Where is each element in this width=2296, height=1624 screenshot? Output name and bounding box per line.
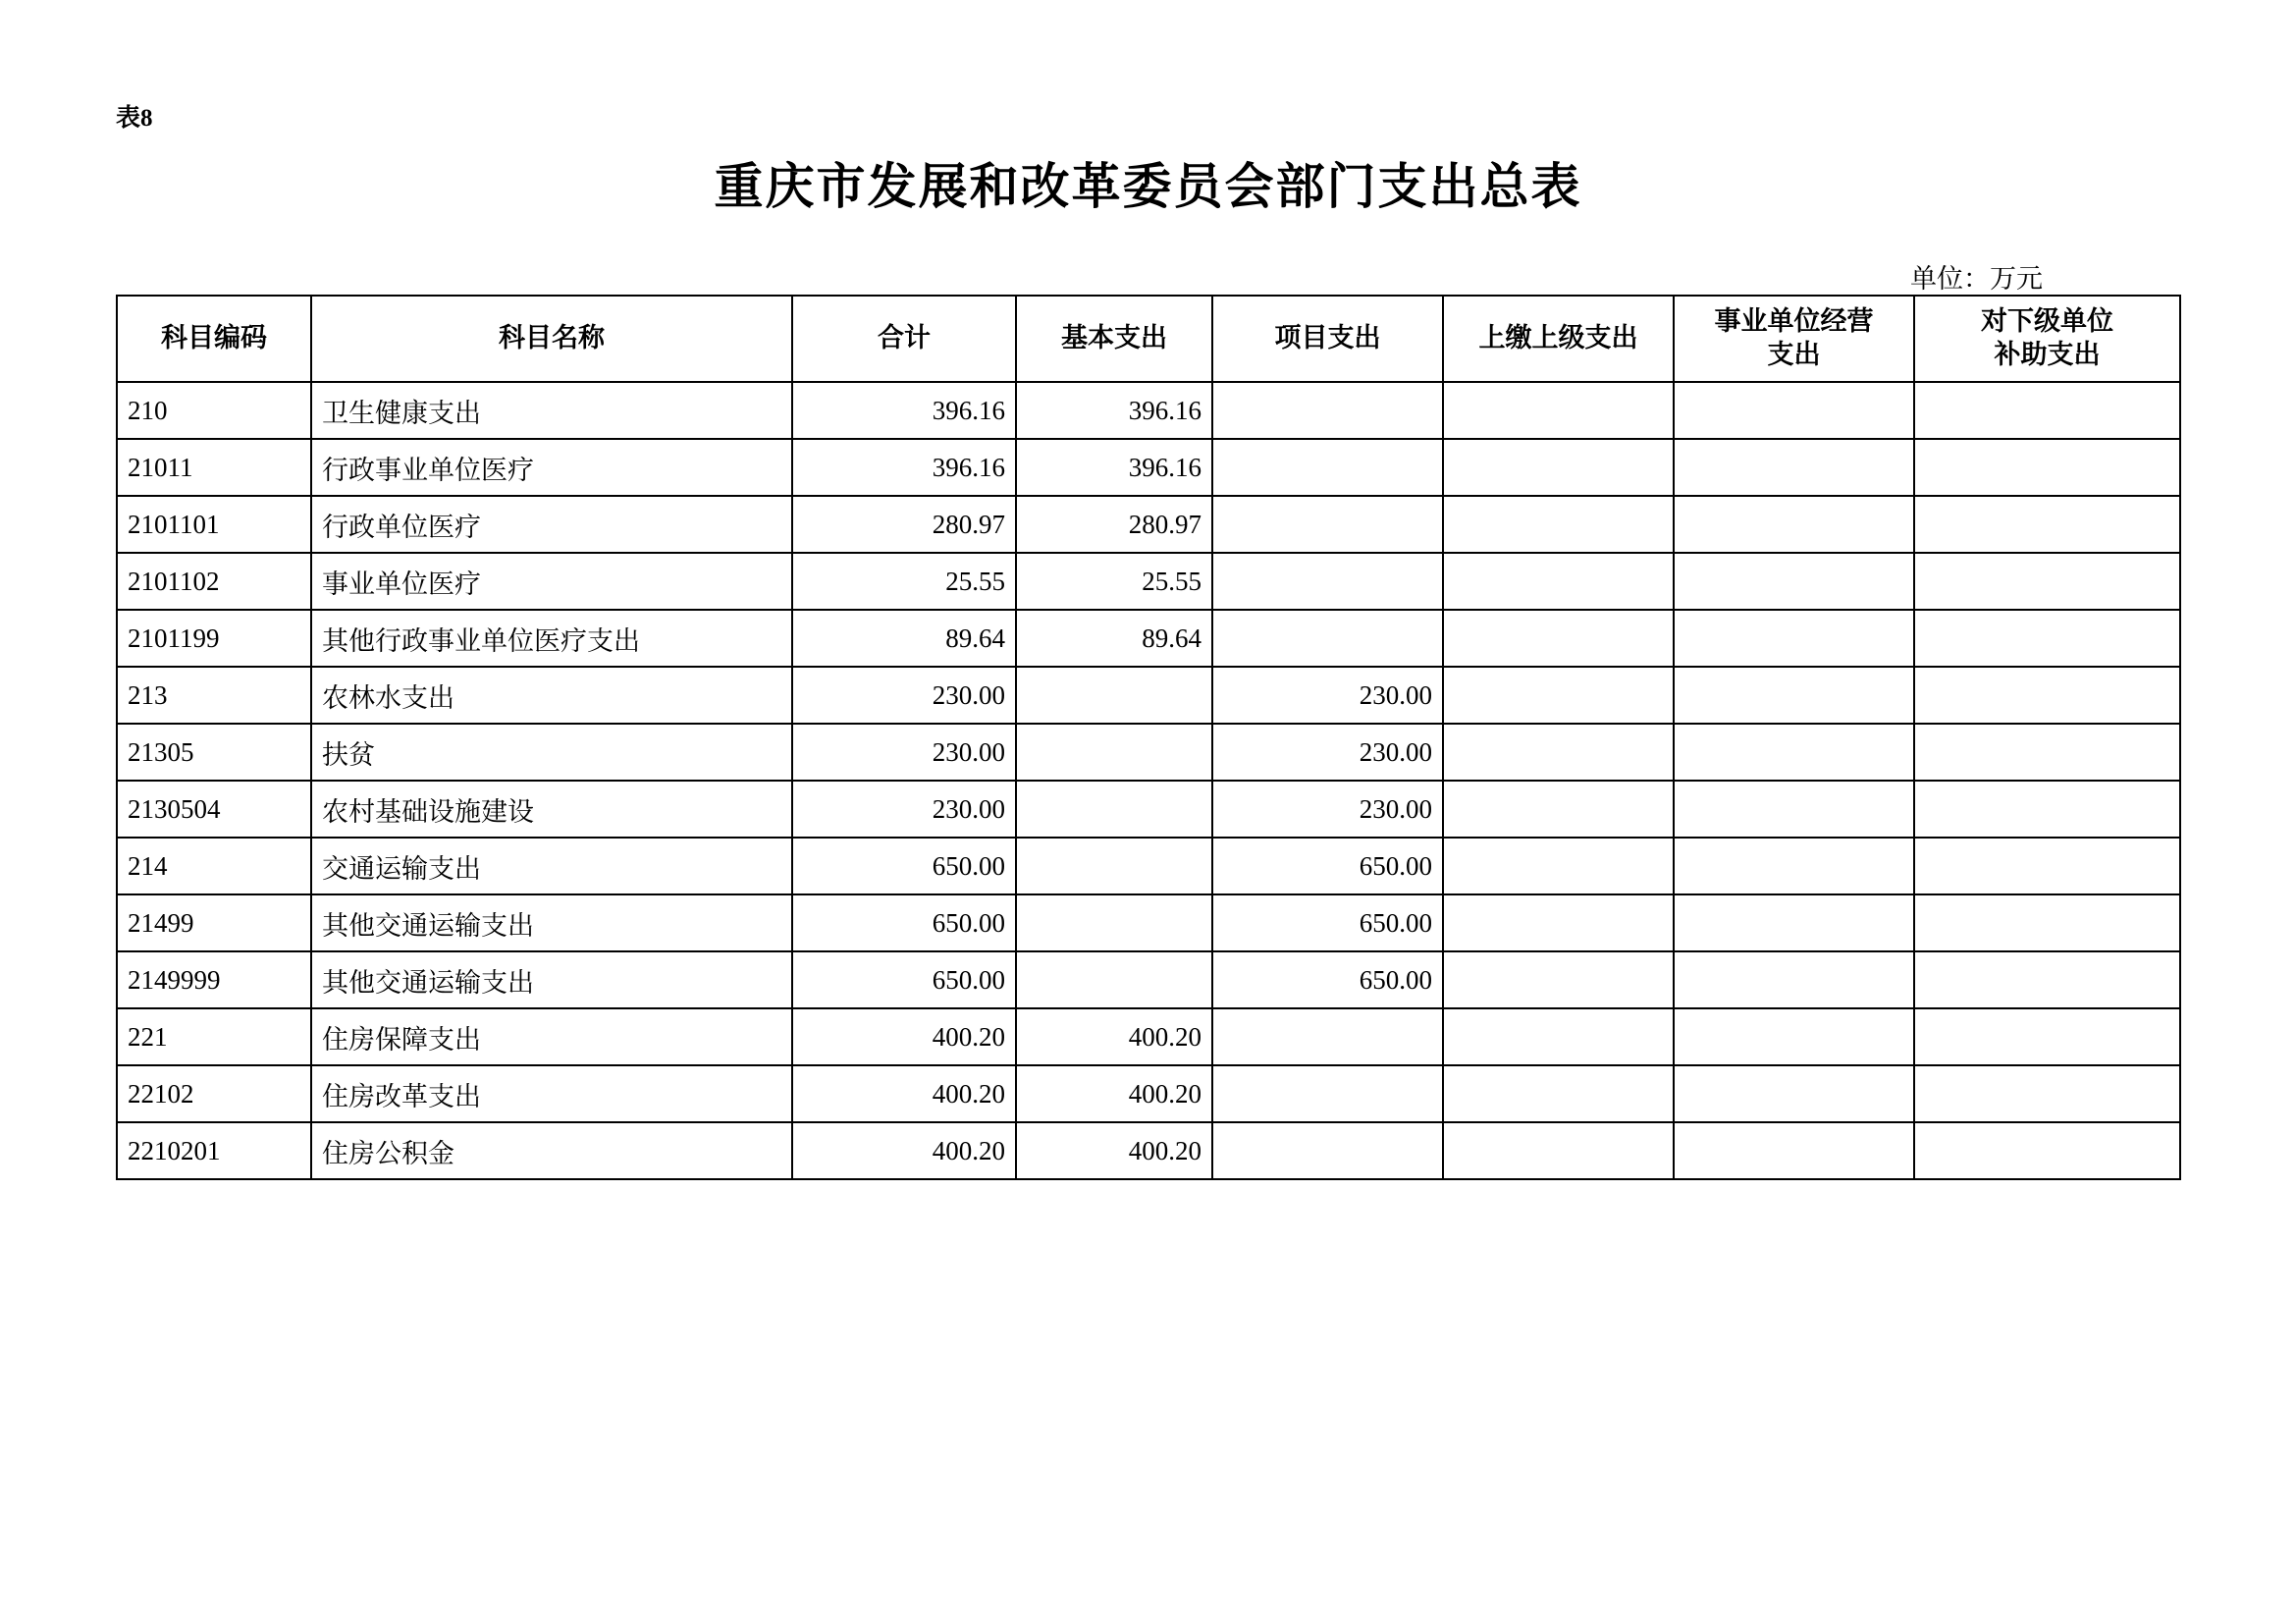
cell-project-expenditure: 230.00 xyxy=(1212,781,1443,838)
cell-subject-code: 2101102 xyxy=(117,553,311,610)
budget-table-wrapper xyxy=(116,295,2179,1180)
cell-upper-level-payment xyxy=(1443,1122,1674,1179)
cell-subject-name: 农林水支出 xyxy=(311,667,792,724)
subsidy-header-line1: 对下级单位 xyxy=(1981,306,2113,337)
cell-total: 400.20 xyxy=(792,1122,1016,1179)
cell-total: 230.00 xyxy=(792,724,1016,781)
page-title: 重庆市发展和改革委员会部门支出总表 xyxy=(714,159,1582,214)
cell-subject-name: 农村基础设施建设 xyxy=(311,781,792,838)
cell-subject-code: 21011 xyxy=(117,439,311,496)
cell-subsidy-expenditure xyxy=(1914,724,2180,781)
cell-project-expenditure: 230.00 xyxy=(1212,724,1443,781)
cell-operating-expenditure xyxy=(1674,382,1914,439)
table-row xyxy=(117,610,2180,667)
cell-operating-expenditure xyxy=(1674,1122,1914,1179)
table-row xyxy=(117,1065,2180,1122)
cell-subsidy-expenditure xyxy=(1914,1122,2180,1179)
cell-subject-name: 卫生健康支出 xyxy=(311,382,792,439)
cell-subject-code: 2210201 xyxy=(117,1122,311,1179)
cell-upper-level-payment xyxy=(1443,781,1674,838)
cell-basic-expenditure: 400.20 xyxy=(1016,1122,1212,1179)
cell-subsidy-expenditure xyxy=(1914,894,2180,951)
cell-subsidy-expenditure xyxy=(1914,610,2180,667)
table-row xyxy=(117,1008,2180,1065)
cell-subject-name: 行政事业单位医疗 xyxy=(311,439,792,496)
cell-project-expenditure xyxy=(1212,610,1443,667)
subsidy-header-line2: 补助支出 xyxy=(1994,340,2101,369)
cell-subject-code: 2101101 xyxy=(117,496,311,553)
cell-total: 650.00 xyxy=(792,951,1016,1008)
cell-operating-expenditure xyxy=(1674,1065,1914,1122)
cell-basic-expenditure xyxy=(1016,724,1212,781)
cell-subject-name: 住房保障支出 xyxy=(311,1008,792,1065)
cell-operating-expenditure xyxy=(1674,667,1914,724)
table-body xyxy=(117,382,2180,1179)
cell-total: 396.16 xyxy=(792,382,1016,439)
column-header-basic-expenditure: 基本支出 xyxy=(1016,296,1212,382)
cell-upper-level-payment xyxy=(1443,1008,1674,1065)
cell-total: 89.64 xyxy=(792,610,1016,667)
cell-project-expenditure xyxy=(1212,382,1443,439)
cell-basic-expenditure xyxy=(1016,838,1212,894)
cell-basic-expenditure xyxy=(1016,781,1212,838)
cell-project-expenditure: 230.00 xyxy=(1212,667,1443,724)
table-row xyxy=(117,496,2180,553)
cell-upper-level-payment xyxy=(1443,553,1674,610)
cell-operating-expenditure xyxy=(1674,951,1914,1008)
cell-basic-expenditure: 400.20 xyxy=(1016,1065,1212,1122)
cell-subsidy-expenditure xyxy=(1914,553,2180,610)
unit-note: 单位：万元 xyxy=(1910,264,2043,294)
table-row xyxy=(117,724,2180,781)
cell-subject-code: 213 xyxy=(117,667,311,724)
cell-total: 230.00 xyxy=(792,781,1016,838)
cell-project-expenditure xyxy=(1212,439,1443,496)
cell-basic-expenditure: 396.16 xyxy=(1016,439,1212,496)
cell-project-expenditure: 650.00 xyxy=(1212,838,1443,894)
cell-basic-expenditure: 400.20 xyxy=(1016,1008,1212,1065)
cell-subject-name: 住房改革支出 xyxy=(311,1065,792,1122)
cell-subsidy-expenditure xyxy=(1914,382,2180,439)
table-row xyxy=(117,951,2180,1008)
cell-basic-expenditure xyxy=(1016,951,1212,1008)
cell-operating-expenditure xyxy=(1674,553,1914,610)
cell-subject-code: 2149999 xyxy=(117,951,311,1008)
cell-subject-code: 2101199 xyxy=(117,610,311,667)
cell-project-expenditure xyxy=(1212,553,1443,610)
cell-project-expenditure xyxy=(1212,496,1443,553)
cell-operating-expenditure xyxy=(1674,838,1914,894)
cell-subject-name: 其他交通运输支出 xyxy=(311,894,792,951)
cell-upper-level-payment xyxy=(1443,667,1674,724)
cell-subsidy-expenditure xyxy=(1914,838,2180,894)
cell-project-expenditure xyxy=(1212,1008,1443,1065)
cell-subsidy-expenditure xyxy=(1914,951,2180,1008)
cell-subject-name: 其他交通运输支出 xyxy=(311,951,792,1008)
cell-total: 400.20 xyxy=(792,1065,1016,1122)
cell-upper-level-payment xyxy=(1443,610,1674,667)
cell-subject-code: 21499 xyxy=(117,894,311,951)
cell-subject-name: 扶贫 xyxy=(311,724,792,781)
cell-operating-expenditure xyxy=(1674,781,1914,838)
cell-subsidy-expenditure xyxy=(1914,781,2180,838)
operating-header-line1: 事业单位经营 xyxy=(1714,306,1874,337)
cell-basic-expenditure xyxy=(1016,894,1212,951)
column-header-code: 科目编码 xyxy=(117,296,311,382)
operating-header-line2: 支出 xyxy=(1767,340,1821,369)
cell-subsidy-expenditure xyxy=(1914,496,2180,553)
cell-upper-level-payment xyxy=(1443,951,1674,1008)
cell-upper-level-payment xyxy=(1443,838,1674,894)
column-header-total: 合计 xyxy=(792,296,1016,382)
cell-basic-expenditure: 25.55 xyxy=(1016,553,1212,610)
cell-subsidy-expenditure xyxy=(1914,667,2180,724)
table-row xyxy=(117,553,2180,610)
cell-upper-level-payment xyxy=(1443,894,1674,951)
table-header-row xyxy=(117,296,2180,382)
cell-basic-expenditure: 89.64 xyxy=(1016,610,1212,667)
cell-subject-name: 其他行政事业单位医疗支出 xyxy=(311,610,792,667)
cell-operating-expenditure xyxy=(1674,439,1914,496)
cell-subject-code: 21305 xyxy=(117,724,311,781)
table-row xyxy=(117,838,2180,894)
column-header-operating-expenditure xyxy=(1674,296,1914,382)
table-row xyxy=(117,781,2180,838)
table-header xyxy=(117,296,2180,382)
cell-subject-code: 214 xyxy=(117,838,311,894)
cell-total: 650.00 xyxy=(792,894,1016,951)
cell-total: 25.55 xyxy=(792,553,1016,610)
table-label: 表8 xyxy=(116,105,153,132)
cell-operating-expenditure xyxy=(1674,610,1914,667)
cell-upper-level-payment xyxy=(1443,382,1674,439)
cell-project-expenditure xyxy=(1212,1122,1443,1179)
cell-total: 650.00 xyxy=(792,838,1016,894)
table-row xyxy=(117,1122,2180,1179)
cell-subject-name: 住房公积金 xyxy=(311,1122,792,1179)
cell-subject-code: 210 xyxy=(117,382,311,439)
cell-total: 230.00 xyxy=(792,667,1016,724)
cell-subject-code: 2130504 xyxy=(117,781,311,838)
table-row xyxy=(117,439,2180,496)
cell-subject-name: 行政单位医疗 xyxy=(311,496,792,553)
column-header-project-expenditure: 项目支出 xyxy=(1212,296,1443,382)
column-header-upper-level-payment: 上缴上级支出 xyxy=(1443,296,1674,382)
cell-upper-level-payment xyxy=(1443,496,1674,553)
cell-total: 280.97 xyxy=(792,496,1016,553)
cell-project-expenditure xyxy=(1212,1065,1443,1122)
column-header-name: 科目名称 xyxy=(311,296,792,382)
cell-total: 396.16 xyxy=(792,439,1016,496)
cell-operating-expenditure xyxy=(1674,724,1914,781)
table-row xyxy=(117,894,2180,951)
cell-basic-expenditure: 280.97 xyxy=(1016,496,1212,553)
cell-operating-expenditure xyxy=(1674,1008,1914,1065)
cell-total: 400.20 xyxy=(792,1008,1016,1065)
cell-subject-code: 22102 xyxy=(117,1065,311,1122)
budget-table xyxy=(116,295,2181,1180)
cell-subsidy-expenditure xyxy=(1914,1065,2180,1122)
cell-upper-level-payment xyxy=(1443,1065,1674,1122)
cell-operating-expenditure xyxy=(1674,496,1914,553)
table-row xyxy=(117,382,2180,439)
cell-subject-name: 交通运输支出 xyxy=(311,838,792,894)
cell-project-expenditure: 650.00 xyxy=(1212,894,1443,951)
cell-operating-expenditure xyxy=(1674,894,1914,951)
cell-project-expenditure: 650.00 xyxy=(1212,951,1443,1008)
cell-upper-level-payment xyxy=(1443,724,1674,781)
cell-basic-expenditure xyxy=(1016,667,1212,724)
cell-subject-name: 事业单位医疗 xyxy=(311,553,792,610)
cell-subsidy-expenditure xyxy=(1914,439,2180,496)
cell-upper-level-payment xyxy=(1443,439,1674,496)
cell-subject-code: 221 xyxy=(117,1008,311,1065)
cell-basic-expenditure: 396.16 xyxy=(1016,382,1212,439)
table-row xyxy=(117,667,2180,724)
cell-subsidy-expenditure xyxy=(1914,1008,2180,1065)
column-header-subsidy-expenditure xyxy=(1914,296,2180,382)
